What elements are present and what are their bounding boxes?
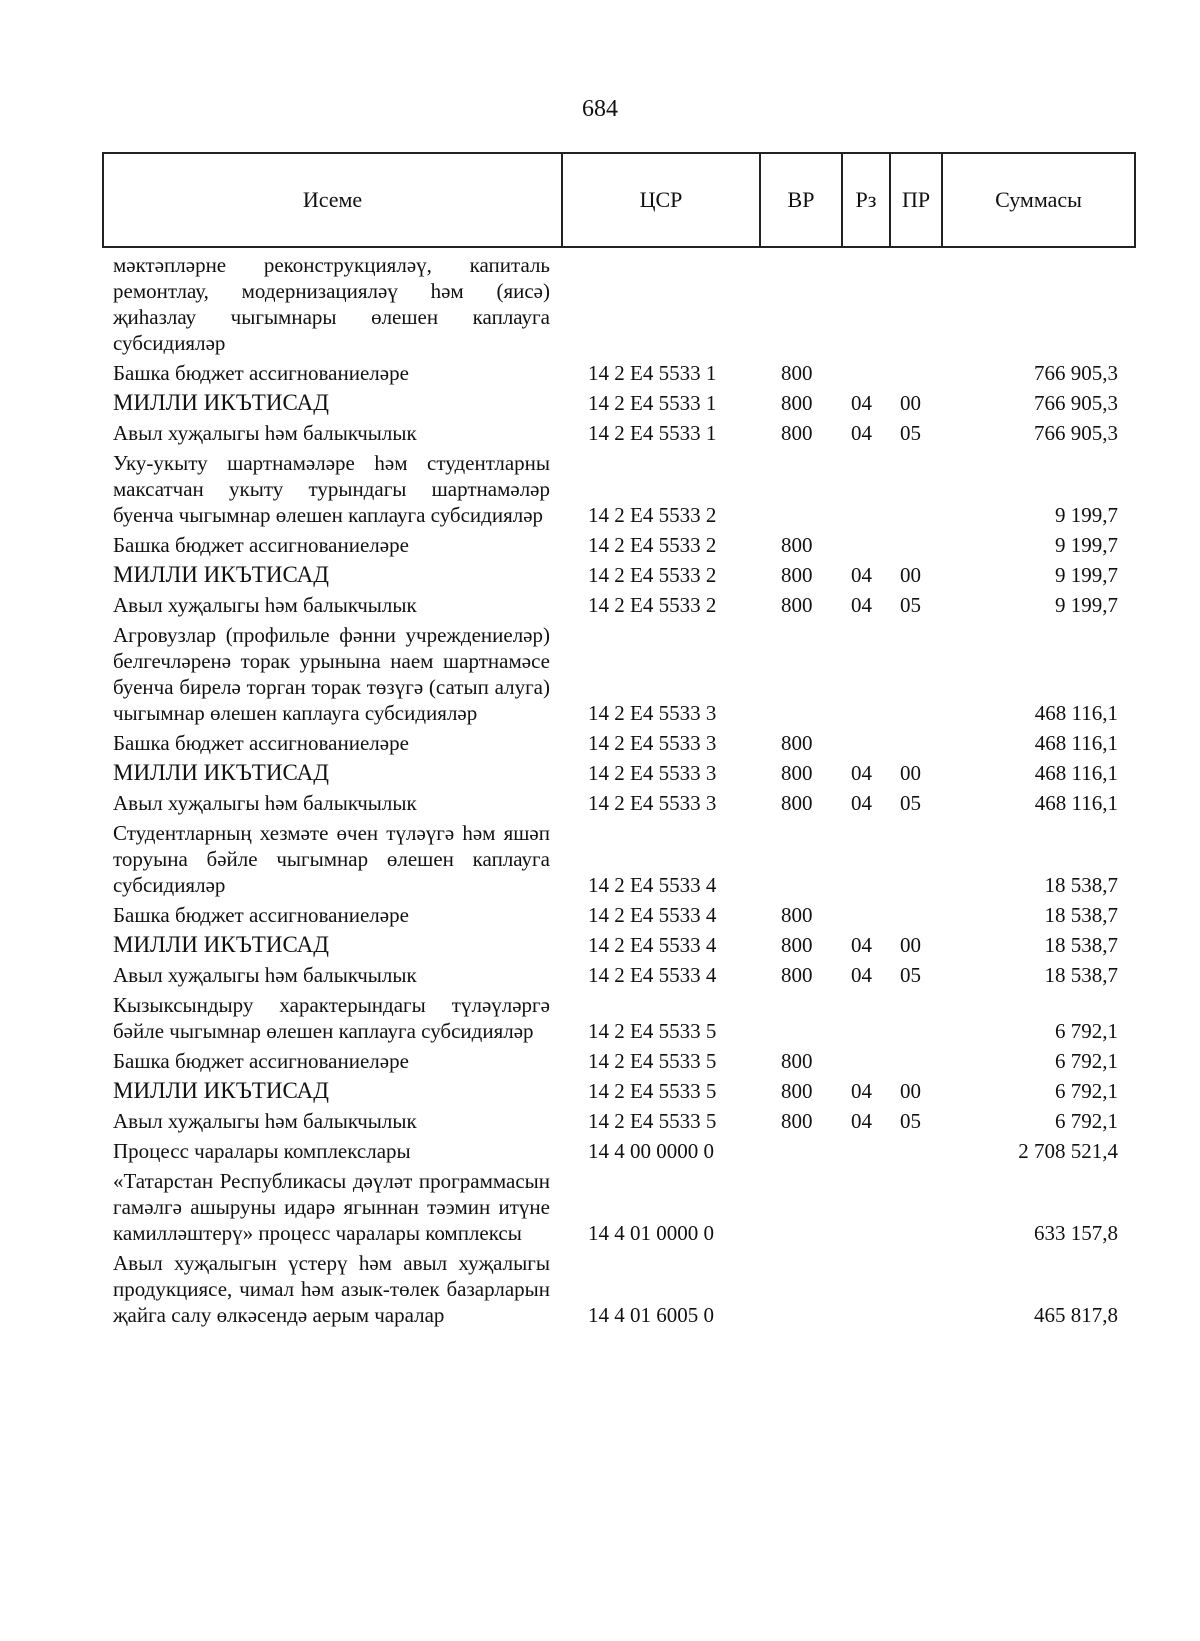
table-row bbox=[0, 790, 1200, 816]
cell-csr: 14 2 Е4 5533 4 bbox=[588, 903, 717, 927]
cell-name: МИЛЛИ ИКЪТИСАД bbox=[113, 932, 329, 957]
cell-sum: 18 538,7 bbox=[1044, 903, 1118, 927]
cell-sum: 468 116,1 bbox=[1034, 731, 1118, 755]
table-row bbox=[0, 1250, 1200, 1328]
table-row bbox=[0, 760, 1200, 786]
cell-vr: 800 bbox=[781, 963, 813, 987]
cell-csr: 14 2 Е4 5533 2 bbox=[588, 533, 717, 557]
cell-csr: 14 2 Е4 5533 4 bbox=[588, 933, 717, 957]
table-row bbox=[0, 1078, 1200, 1104]
cell-vr: 800 bbox=[781, 903, 813, 927]
cell-name: Авыл хуҗалыгы һәм балыкчылык bbox=[113, 593, 417, 617]
header-name: Исеме bbox=[104, 154, 563, 246]
cell-name: МИЛЛИ ИКЪТИСАД bbox=[113, 760, 329, 785]
table-row bbox=[0, 1108, 1200, 1134]
cell-sum: 9 199,7 bbox=[1055, 503, 1118, 527]
cell-name: МИЛЛИ ИКЪТИСАД bbox=[113, 1078, 329, 1103]
cell-sum: 766 905,3 bbox=[1034, 421, 1118, 445]
cell-name: Агровузлар (профильле фәнни учреждениеләр) белгечләренә торак урынына наем шартнамәсе буенча бирелә торган торак төзүгә (сатып алуга) чыгымнар өлешен каплауга субсидияләр bbox=[113, 623, 550, 725]
table-header bbox=[102, 152, 1136, 248]
cell-sum: 766 905,3 bbox=[1034, 391, 1118, 415]
cell-vr: 800 bbox=[781, 593, 813, 617]
cell-csr: 14 2 Е4 5533 2 bbox=[588, 503, 717, 527]
cell-sum: 2 708 521,4 bbox=[1018, 1139, 1118, 1163]
cell-name: Башка бюджет ассигнованиеләре bbox=[113, 731, 409, 755]
cell-name: Авыл хуҗалыгы һәм балыкчылык bbox=[113, 963, 417, 987]
table-row bbox=[0, 562, 1200, 588]
cell-csr: 14 2 Е4 5533 4 bbox=[588, 873, 717, 897]
table-row bbox=[0, 902, 1200, 928]
cell-sum: 6 792,1 bbox=[1055, 1019, 1118, 1043]
cell-name: Башка бюджет ассигнованиеләре bbox=[113, 903, 409, 927]
table-row bbox=[0, 532, 1200, 558]
cell-vr: 800 bbox=[781, 791, 813, 815]
cell-name: мәктәпләрне реконструкцияләү, капиталь ремонтлау, модернизацияләү һәм (яисә) җиһазлау чыгымнары өлешен каплауга субсидияләр bbox=[113, 253, 550, 355]
cell-name: Авыл хуҗалыгын үстерү һәм авыл хуҗалыгы продукциясе, чимал һәм азык-төлек базарларын җайга салу өлкәсендә аерым чаралар bbox=[113, 1251, 550, 1327]
cell-pr: 05 bbox=[900, 1109, 921, 1133]
cell-sum: 18 538,7 bbox=[1044, 963, 1118, 987]
cell-sum: 465 817,8 bbox=[1034, 1303, 1118, 1327]
cell-csr: 14 2 Е4 5533 3 bbox=[588, 791, 717, 815]
cell-csr: 14 2 Е4 5533 5 bbox=[588, 1019, 717, 1043]
header-rz: Рз bbox=[843, 154, 891, 246]
cell-csr: 14 2 Е4 5533 5 bbox=[588, 1049, 717, 1073]
cell-name: Авыл хуҗалыгы һәм балыкчылык bbox=[113, 791, 417, 815]
table-row bbox=[0, 420, 1200, 446]
cell-sum: 6 792,1 bbox=[1055, 1049, 1118, 1073]
cell-name: Кызыксындыру характерындагы түләүләргә бәйле чыгымнар өлешен каплауга субсидияләр bbox=[113, 993, 550, 1043]
table-body bbox=[0, 252, 1200, 1332]
cell-csr: 14 2 Е4 5533 5 bbox=[588, 1109, 717, 1133]
cell-rz: 04 bbox=[851, 593, 872, 617]
cell-sum: 468 116,1 bbox=[1034, 701, 1118, 725]
cell-sum: 18 538,7 bbox=[1044, 933, 1118, 957]
cell-name: Башка бюджет ассигнованиеләре bbox=[113, 533, 409, 557]
table-row bbox=[0, 450, 1200, 528]
header-sum: Суммасы bbox=[995, 187, 1082, 212]
cell-pr: 05 bbox=[900, 421, 921, 445]
cell-pr: 00 bbox=[900, 563, 921, 587]
table-row bbox=[0, 992, 1200, 1044]
cell-csr: 14 2 Е4 5533 1 bbox=[588, 361, 717, 385]
page-number: 684 bbox=[582, 96, 618, 122]
cell-vr: 800 bbox=[781, 361, 813, 385]
table-row bbox=[0, 730, 1200, 756]
cell-pr: 00 bbox=[900, 391, 921, 415]
cell-sum: 18 538,7 bbox=[1044, 873, 1118, 897]
cell-pr: 05 bbox=[900, 963, 921, 987]
cell-rz: 04 bbox=[851, 963, 872, 987]
cell-rz: 04 bbox=[851, 791, 872, 815]
cell-csr: 14 2 Е4 5533 3 bbox=[588, 731, 717, 755]
cell-pr: 00 bbox=[900, 761, 921, 785]
cell-sum: 9 199,7 bbox=[1055, 533, 1118, 557]
cell-sum: 468 116,1 bbox=[1034, 791, 1118, 815]
cell-vr: 800 bbox=[781, 933, 813, 957]
table-row bbox=[0, 1168, 1200, 1246]
cell-sum: 6 792,1 bbox=[1055, 1079, 1118, 1103]
cell-rz: 04 bbox=[851, 391, 872, 415]
header-vr: ВР bbox=[761, 154, 843, 246]
cell-sum: 9 199,7 bbox=[1055, 563, 1118, 587]
cell-rz: 04 bbox=[851, 761, 872, 785]
cell-name: МИЛЛИ ИКЪТИСАД bbox=[113, 390, 329, 415]
cell-rz: 04 bbox=[851, 1109, 872, 1133]
cell-rz: 04 bbox=[851, 421, 872, 445]
cell-name: Башка бюджет ассигнованиеләре bbox=[113, 361, 409, 385]
cell-vr: 800 bbox=[781, 1049, 813, 1073]
cell-vr: 800 bbox=[781, 391, 813, 415]
cell-csr: 14 2 Е4 5533 2 bbox=[588, 563, 717, 587]
cell-name: Процесс чаралары комплекслары bbox=[113, 1139, 411, 1163]
table-row bbox=[0, 390, 1200, 416]
cell-pr: 05 bbox=[900, 593, 921, 617]
table-row bbox=[0, 360, 1200, 386]
cell-csr: 14 2 Е4 5533 1 bbox=[588, 421, 717, 445]
cell-sum: 6 792,1 bbox=[1055, 1109, 1118, 1133]
cell-name: «Татарстан Республикасы дәүләт программасын гамәлгә ашыруны идарә ягыннан тәэмин итүне камилләштерү» процесс чаралары комплексы bbox=[113, 1169, 550, 1245]
cell-name: Авыл хуҗалыгы һәм балыкчылык bbox=[113, 1109, 417, 1133]
cell-sum: 633 157,8 bbox=[1034, 1221, 1118, 1245]
cell-csr: 14 2 Е4 5533 4 bbox=[588, 963, 717, 987]
cell-rz: 04 bbox=[851, 563, 872, 587]
header-pr: ПР bbox=[891, 154, 943, 246]
cell-vr: 800 bbox=[781, 421, 813, 445]
cell-name: Авыл хуҗалыгы һәм балыкчылык bbox=[113, 421, 417, 445]
header-csr: ЦСР bbox=[563, 154, 761, 246]
cell-sum: 766 905,3 bbox=[1034, 361, 1118, 385]
cell-csr: 14 4 00 0000 0 bbox=[588, 1139, 714, 1163]
cell-name: Башка бюджет ассигнованиеләре bbox=[113, 1049, 409, 1073]
cell-vr: 800 bbox=[781, 731, 813, 755]
cell-vr: 800 bbox=[781, 1109, 813, 1133]
table-row bbox=[0, 1138, 1200, 1164]
table-row bbox=[0, 622, 1200, 726]
cell-csr: 14 2 Е4 5533 5 bbox=[588, 1079, 717, 1103]
table-row bbox=[0, 962, 1200, 988]
cell-vr: 800 bbox=[781, 533, 813, 557]
cell-csr: 14 4 01 0000 0 bbox=[588, 1221, 714, 1245]
cell-vr: 800 bbox=[781, 563, 813, 587]
table-row bbox=[0, 932, 1200, 958]
cell-pr: 00 bbox=[900, 1079, 921, 1103]
cell-sum: 468 116,1 bbox=[1034, 761, 1118, 785]
cell-name: Студентларның хезмәте өчен түләүгә һәм яшәп торуына бәйле чыгымнар өлешен каплауга субсидияләр bbox=[113, 821, 550, 897]
cell-name: МИЛЛИ ИКЪТИСАД bbox=[113, 562, 329, 587]
cell-pr: 05 bbox=[900, 791, 921, 815]
table-row bbox=[0, 592, 1200, 618]
cell-csr: 14 2 Е4 5533 2 bbox=[588, 593, 717, 617]
cell-vr: 800 bbox=[781, 1079, 813, 1103]
cell-sum: 9 199,7 bbox=[1055, 593, 1118, 617]
cell-csr: 14 4 01 6005 0 bbox=[588, 1303, 714, 1327]
cell-csr: 14 2 Е4 5533 3 bbox=[588, 761, 717, 785]
cell-csr: 14 2 Е4 5533 3 bbox=[588, 701, 717, 725]
cell-rz: 04 bbox=[851, 1079, 872, 1103]
cell-name: Уку-укыту шартнамәләре һәм студентларны максатчан укыту турындагы шартнамәләр буенча чыгымнар өлешен каплауга субсидияләр bbox=[113, 451, 550, 527]
table-row bbox=[0, 820, 1200, 898]
cell-pr: 00 bbox=[900, 933, 921, 957]
table-row bbox=[0, 252, 1200, 356]
table-row bbox=[0, 1048, 1200, 1074]
cell-vr: 800 bbox=[781, 761, 813, 785]
cell-rz: 04 bbox=[851, 933, 872, 957]
cell-csr: 14 2 Е4 5533 1 bbox=[588, 391, 717, 415]
